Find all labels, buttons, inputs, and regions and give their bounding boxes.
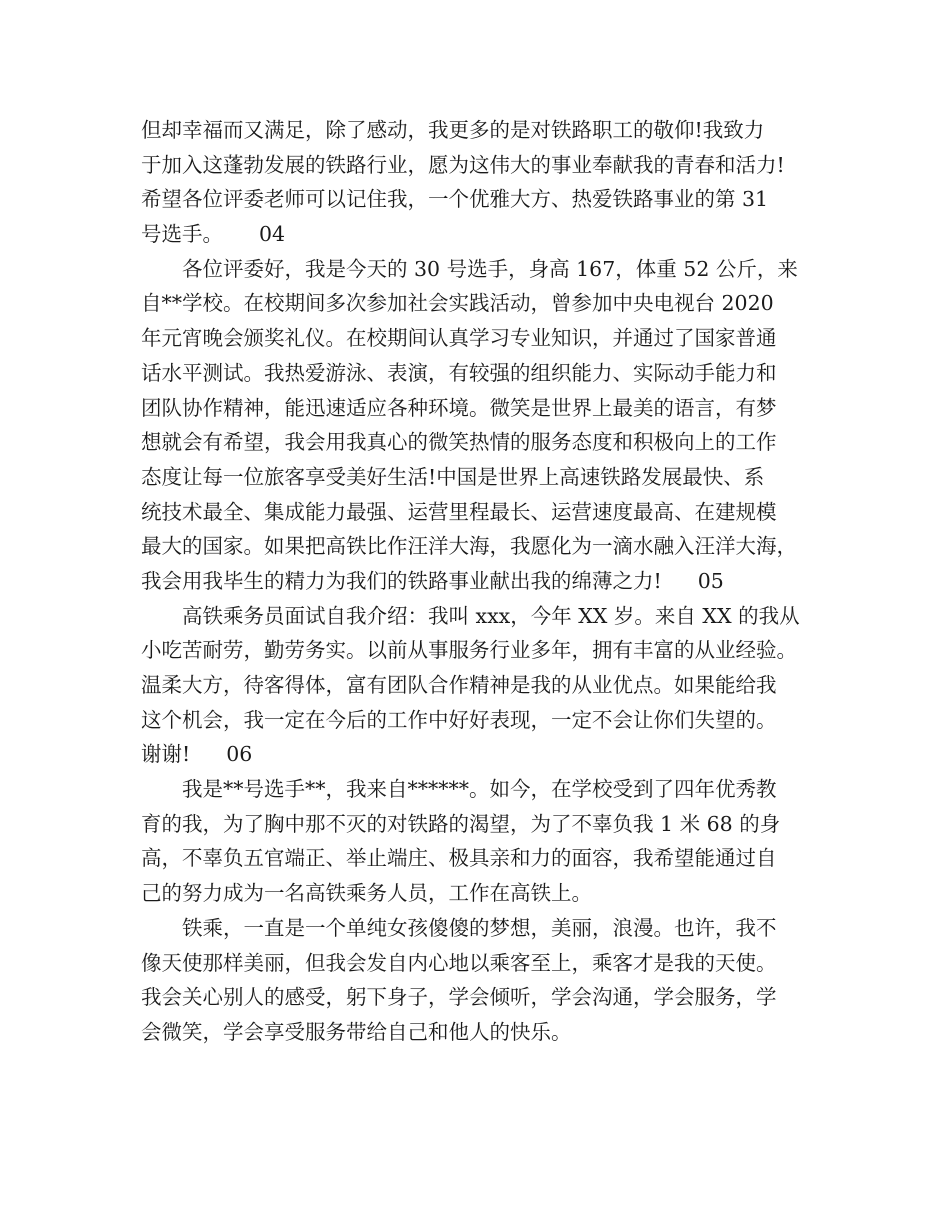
text-line: 这个机会，我一定在今后的工作中好好表现，一定不会让你们失望的。: [141, 707, 777, 732]
text-line: 育的我，为了胸中那不灭的对铁路的渴望，为了不辜负我 1 米 68 的身: [141, 811, 781, 836]
text-line: 高铁乘务员面试自我介绍：我叫 xxx，今年 XX 岁。来自 XX 的我从: [182, 603, 800, 628]
paragraph-3: [141, 599, 831, 772]
text-line: 最大的国家。如果把高铁比作汪洋大海，我愿化为一滴水融入汪洋大海，: [141, 534, 797, 559]
document-body: [141, 113, 831, 1050]
text-line: 年元宵晚会颁奖礼仪。在校期间认真学习专业知识，并通过了国家普通: [141, 326, 777, 351]
text-line-content: 号选手。: [141, 222, 223, 247]
text-line: 会微笑，学会享受服务带给自己和他人的快乐。: [141, 1019, 572, 1044]
text-line-content: 谢谢!: [141, 742, 191, 767]
text-line: 态度让每一位旅客享受美好生活!中国是世界上高速铁路发展最快、系: [141, 464, 765, 489]
text-line: 各位评委好，我是今天的 30 号选手，身高 167，体重 52 公斤，来: [182, 256, 798, 281]
text-line: 高，不辜负五官端正、举止端庄、极具亲和力的面容，我希望能通过自: [141, 846, 777, 871]
section-number: 06: [226, 742, 253, 767]
paragraph-1: [141, 113, 831, 252]
text-line: 我会关心别人的感受，躬下身子，学会倾听，学会沟通，学会服务，学: [141, 985, 777, 1010]
text-line: 己的努力成为一名高铁乘务人员，工作在高铁上。: [141, 881, 592, 906]
text-line: 我是**号选手**，我来自******。如今，在学校受到了四年优秀教: [182, 777, 777, 802]
text-line: [141, 564, 831, 599]
paragraph-2: [141, 252, 831, 599]
paragraph-5: [141, 911, 831, 1050]
text-line: 于加入这蓬勃发展的铁路行业，愿为这伟大的事业奉献我的青春和活力!: [141, 152, 785, 177]
section-number: 04: [259, 222, 286, 247]
text-line: 话水平测试。我热爱游泳、表演，有较强的组织能力、实际动手能力和: [141, 360, 777, 385]
text-line: 统技术最全、集成能力最强、运营里程最长、运营速度最高、在建规模: [141, 499, 777, 524]
text-line: 铁乘，一直是一个单纯女孩傻傻的梦想，美丽，浪漫。也许，我不: [182, 915, 777, 940]
text-line: 像天使那样美丽，但我会发自内心地以乘客至上，乘客才是我的天使。: [141, 950, 777, 975]
section-number: 05: [697, 568, 724, 593]
text-line: [141, 217, 831, 252]
text-line: 但却幸福而又满足，除了感动，我更多的是对铁路职工的敬仰!我致力: [141, 118, 765, 142]
text-line: [141, 737, 831, 772]
text-line: 小吃苦耐劳，勤劳务实。以前从事服务行业多年，拥有丰富的从业经验。: [141, 638, 797, 663]
paragraph-4: [141, 772, 831, 911]
text-line: 自**学校。在校期间多次参加社会实践活动，曾参加中央电视台 2020: [141, 291, 774, 316]
text-line: 想就会有希望，我会用我真心的微笑热情的服务态度和积极向上的工作: [141, 430, 777, 455]
text-line: 希望各位评委老师可以记住我，一个优雅大方、热爱铁路事业的第 31: [141, 187, 769, 212]
text-line: 温柔大方，待客得体，富有团队合作精神是我的从业优点。如果能给我: [141, 673, 777, 697]
text-line: 团队协作精神，能迅速适应各种环境。微笑是世界上最美的语言，有梦: [141, 395, 777, 420]
text-line-content: 我会用我毕生的精力为我们的铁路事业献出我的绵薄之力!: [141, 568, 662, 593]
